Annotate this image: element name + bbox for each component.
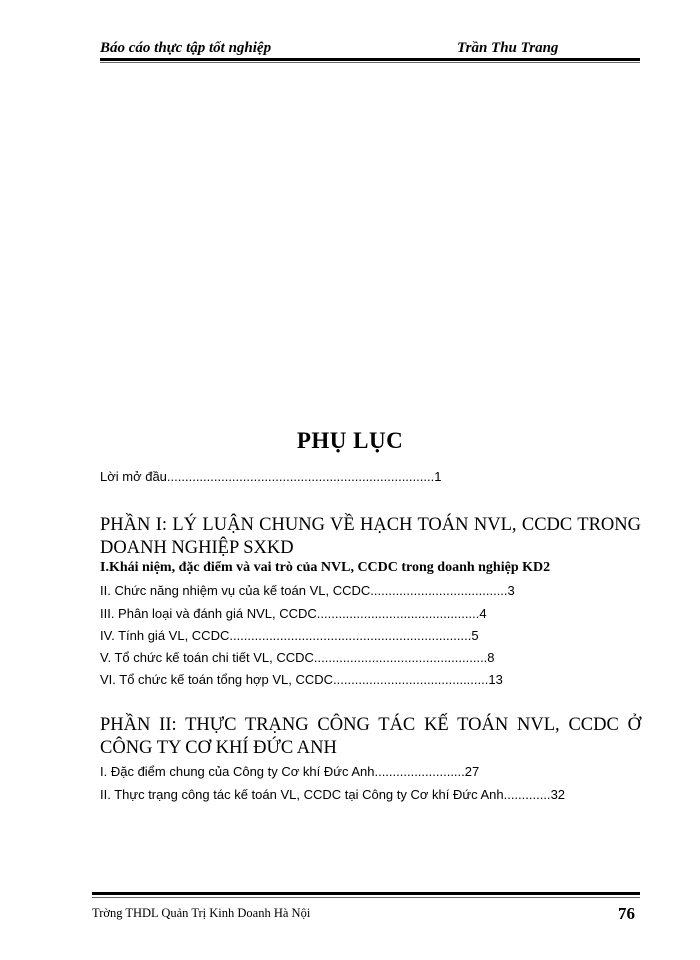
toc-entry-page: 4 — [479, 606, 487, 621]
footer-page-number: 76 — [618, 904, 635, 923]
toc-entry-page: 13 — [488, 672, 503, 687]
toc-entry-label: Lời mở đầu — [100, 469, 167, 484]
header-report-title: Báo cáo thực tập tốt nghiệp — [100, 40, 272, 56]
footer-school-name: Trờng THDL Quản Trị Kinh Doanh Hà Nội — [92, 906, 311, 920]
toc-leader-dots: ........................................... — [333, 672, 489, 687]
toc-leader-dots: ...................................... — [370, 583, 508, 598]
part1-heading: PHẦN I: LÝ LUẬN CHUNG VỀ HẠCH TOÁN NVL, CCDC TRONG DOANH NGHIỆP SXKD — [100, 515, 641, 558]
toc-entry-label: II. Chức năng nhiệm vụ của kế toán VL, CCDC — [100, 583, 371, 598]
toc-leader-dots: ................................................ — [313, 650, 488, 665]
toc-entry-label: IV. Tính giá VL, CCDC — [100, 628, 230, 643]
part2-heading: PHẦN II: THỰC TRẠNG CÔNG TÁC KẾ TOÁN NVL, CCDC Ở CÔNG TY CƠ KHÍ ĐỨC ANH — [100, 715, 641, 758]
toc-entry-part1-item — [100, 628, 479, 643]
header-author: Trần Thu Trang — [457, 40, 559, 56]
toc-leader-dots: ................................................................... — [229, 628, 472, 643]
header-divider-thin — [100, 62, 640, 63]
toc-entry-part1-item — [100, 650, 495, 665]
toc-leader-dots: .......................................................................... — [166, 469, 435, 484]
toc-entry-part1-item — [100, 672, 503, 687]
toc-entry-label: V. Tổ chức kế toán chi tiết VL, CCDC — [100, 650, 314, 665]
page-title: PHỤ LỤC — [296, 428, 404, 453]
toc-leader-dots: ......................... — [374, 764, 465, 779]
toc-entry-label: I. Đặc điểm chung của Công ty Cơ khí Đức Anh — [100, 764, 375, 779]
toc-entry-page: 27 — [464, 764, 480, 779]
toc-entry-label: VI. Tổ chức kế toán tổng hợp VL, CCDC — [100, 672, 334, 687]
page-header — [100, 40, 640, 60]
toc-leader-dots: ............. — [503, 787, 551, 802]
toc-entry-intro — [100, 469, 441, 484]
header-divider — [100, 58, 640, 61]
toc-entry-page: 1 — [434, 469, 442, 484]
toc-entry-page: 8 — [487, 650, 495, 665]
footer-divider — [92, 892, 640, 895]
toc-entry-part2-item — [100, 764, 479, 779]
toc-leader-dots: ............................................. — [316, 606, 480, 621]
toc-entry-page: 5 — [471, 628, 479, 643]
toc-entry-part1-item — [100, 606, 487, 621]
footer-divider-thin — [92, 897, 640, 898]
toc-entry-label: II. Thực trạng công tác kế toán VL, CCDC tại Công ty Cơ khí Đức Anh — [100, 787, 504, 802]
toc-entry-part1-item — [100, 583, 515, 598]
toc-entry-label: III. Phân loại và đánh giá NVL, CCDC — [100, 606, 317, 621]
toc-entry-part2-item — [100, 787, 565, 802]
toc-entry-page: 32 — [550, 787, 566, 802]
toc-entry-page: 3 — [507, 583, 515, 598]
part1-section1: I.Khái niệm, đặc điểm và vai trò của NVL, CCDC trong doanh nghiệp KD2 — [100, 560, 551, 575]
